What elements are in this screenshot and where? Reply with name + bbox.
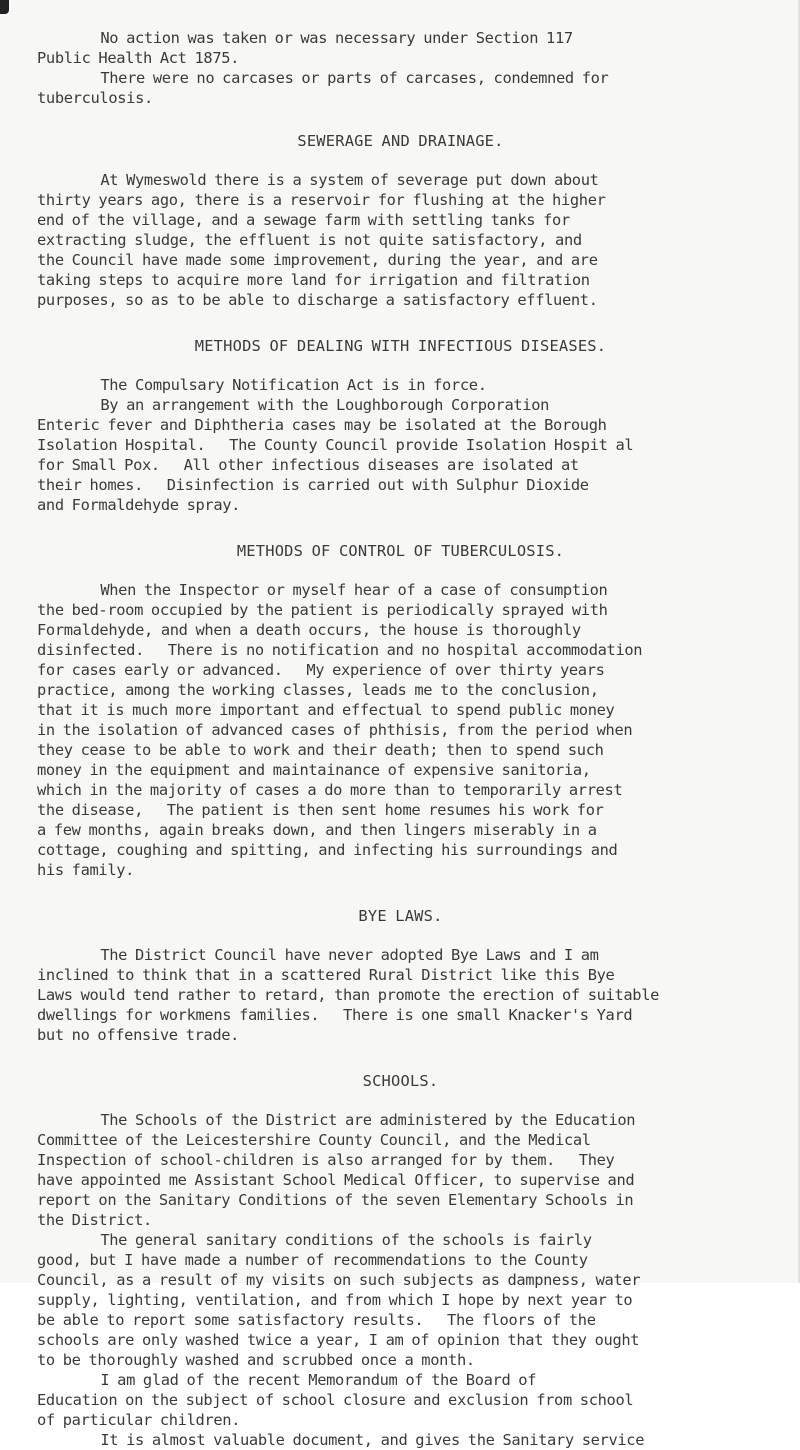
scan-corner-mark <box>0 0 9 14</box>
text-line: good, but I have made a number of recommendations to the County <box>37 1251 588 1269</box>
text-line: a few months, again breaks down, and then lingers miserably in a <box>37 821 597 839</box>
infectious-body <box>37 375 764 515</box>
text-line: of particular children. <box>37 1411 241 1429</box>
text-line: which in the majority of cases a do more than to temporarily arrest <box>37 781 623 799</box>
text-line: for cases early or advanced. My experience of over thirty years <box>37 661 605 679</box>
text-line: It is almost valuable document, and gives the Sanitary service <box>37 1431 645 1449</box>
text-line: inclined to think that in a scattered Rural District like this Bye <box>37 966 615 984</box>
byelaws-body <box>37 945 764 1045</box>
text-line: When the Inspector or myself hear of a case of consumption <box>37 581 608 599</box>
text-line: but no offensive trade. <box>37 1026 240 1044</box>
text-line: By an arrangement with the Loughborough Corporation <box>37 396 550 414</box>
text-line: money in the equipment and maintainance of expensive sanitoria, <box>37 761 591 779</box>
text-line: for Small Pox. All other infectious diseases are isolated at <box>37 456 579 474</box>
text-line: There were no carcases or parts of carcases, condemned for <box>37 69 609 87</box>
text-line: his family. <box>37 861 135 879</box>
text-line: to be thoroughly washed and scrubbed once a month. <box>37 1351 475 1369</box>
text-line: their homes. Disinfection is carried out with Sulphur Dioxide <box>37 476 589 494</box>
byelaws-heading: BYE LAWS. <box>358 907 443 925</box>
text-line: the disease, The patient is then sent home resumes his work for <box>37 801 604 819</box>
text-line: The Compulsary Notification Act is in force. <box>37 376 487 394</box>
text-line: Education on the subject of school closure and exclusion from school <box>37 1391 634 1409</box>
section-intro <box>37 28 764 108</box>
text-line: be able to report some satisfactory results. The floors of the <box>37 1311 596 1329</box>
text-line: extracting sludge, the effluent is not quite satisfactory, and <box>37 231 582 249</box>
schools-heading: SCHOOLS. <box>362 1072 439 1090</box>
text-line: The general sanitary conditions of the schools is fairly <box>37 1231 592 1249</box>
text-line: I am glad of the recent Memorandum of the Board of <box>37 1371 537 1389</box>
text-line: have appointed me Assistant School Medical Officer, to supervise and <box>37 1171 635 1189</box>
text-line: thirty years ago, there is a reservoir for flushing at the higher <box>37 191 606 209</box>
text-line: Council, as a result of my visits on such subjects as dampness, water <box>37 1271 641 1289</box>
text-line: tuberculosis. <box>37 89 153 107</box>
text-line: end of the village, and a sewage farm with settling tanks for <box>37 211 570 229</box>
text-line: supply, lighting, ventilation, and from which I hope by next year to <box>37 1291 633 1309</box>
tuberculosis-heading: METHODS OF CONTROL OF TUBERCULOSIS. <box>236 542 565 560</box>
infectious-heading: METHODS OF DEALING WITH INFECTIOUS DISEASES. <box>194 337 607 355</box>
text-line: practice, among the working classes, leads me to the conclusion, <box>37 681 599 699</box>
text-line: taking steps to acquire more land for irrigation and filtration <box>37 271 590 289</box>
text-line: the bed-room occupied by the patient is periodically sprayed with <box>37 601 608 619</box>
text-line: in the isolation of advanced cases of phthisis, from the period when <box>37 721 633 739</box>
text-line: that it is much more important and effectual to spend public money <box>37 701 615 719</box>
schools-body <box>37 1110 764 1450</box>
text-line: they cease to be able to work and their death; then to spend such <box>37 741 604 759</box>
text-line: Laws would tend rather to retard, than promote the erection of suitable <box>37 986 660 1004</box>
text-line: report on the Sanitary Conditions of the seven Elementary Schools in <box>37 1191 634 1209</box>
text-line: Committee of the Leicestershire County Council, and the Medical <box>37 1131 591 1149</box>
text-line: The District Council have never adopted Bye Laws and I am <box>37 946 599 964</box>
text-line: and Formaldehyde spray. <box>37 496 241 514</box>
text-line: Public Health Act 1875. <box>37 49 240 67</box>
text-line: cottage, coughing and spitting, and infecting his surroundings and <box>37 841 618 859</box>
text-line: dwellings for workmens families. There is one small Knacker's Yard <box>37 1006 633 1024</box>
text-line: Formaldehyde, and when a death occurs, the house is thoroughly <box>37 621 581 639</box>
tuberculosis-body <box>37 580 764 880</box>
text-line: Enteric fever and Diphtheria cases may be isolated at the Borough <box>37 416 607 434</box>
text-line: purposes, so as to be able to discharge a satisfactory effluent. <box>37 291 598 309</box>
text-line: At Wymeswold there is a system of severage put down about <box>37 171 599 189</box>
sewerage-heading: SEWERAGE AND DRAINAGE. <box>297 132 504 150</box>
text-line: the Council have made some improvement, during the year, and are <box>37 251 598 269</box>
text-line: No action was taken or was necessary under Section 117 <box>37 29 573 47</box>
text-line: disinfected. There is no notification and no hospital accommodation <box>37 641 643 659</box>
text-line: Inspection of school-children is also arranged for by them. They <box>37 1151 615 1169</box>
text-line: The Schools of the District are administered by the Education <box>37 1111 636 1129</box>
text-line: schools are only washed twice a year, I am of opinion that they ought <box>37 1331 640 1349</box>
text-line: the District. <box>37 1211 152 1229</box>
sewerage-body <box>37 170 764 310</box>
text-line: Isolation Hospital. The County Council provide Isolation Hospit al <box>37 436 634 454</box>
